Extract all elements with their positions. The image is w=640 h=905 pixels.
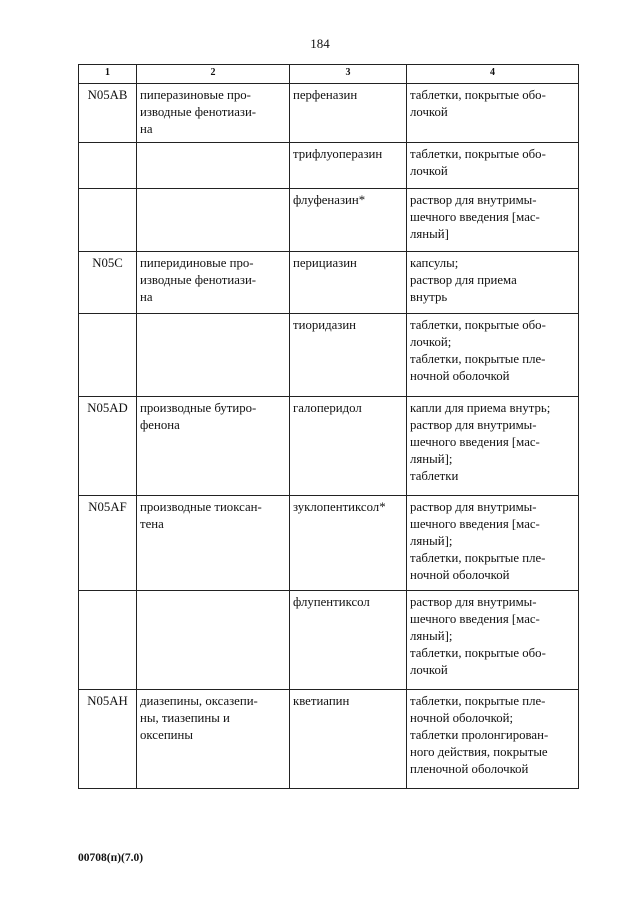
atc-code-cell: N05AH [79, 690, 137, 789]
dosage-form-cell: таблетки, покрытые обо- лочкой [407, 84, 579, 143]
group-name-cell: пиперазиновые про- изводные фенотиази- на [137, 84, 290, 143]
table-row [79, 84, 579, 143]
drug-name-cell: перфеназин [290, 84, 407, 143]
column-header-2: 2 [137, 65, 290, 84]
dosage-form-cell: раствор для внутримы- шечного введения [мас- ляный]; таблетки, покрытые пле- ночной оболочкой [407, 496, 579, 591]
group-name-cell: диазепины, оксазепи- ны, тиазепины и оксепины [137, 690, 290, 789]
group-name-cell: производные тиоксан- тена [137, 496, 290, 591]
column-header-3: 3 [290, 65, 407, 84]
group-name-cell: пиперидиновые про- изводные фенотиази- на [137, 252, 290, 314]
table-row [79, 252, 579, 314]
dosage-form-cell: таблетки, покрытые обо- лочкой [407, 143, 579, 189]
table-body [79, 84, 579, 789]
document-code: 00708(п)(7.0) [78, 852, 144, 864]
table-row [79, 690, 579, 789]
group-name-cell [137, 591, 290, 690]
dosage-form-cell: таблетки, покрытые пле- ночной оболочкой; таблетки пролонгирован- ного действия, покрытые пленочной оболочкой [407, 690, 579, 789]
atc-code-cell [79, 314, 137, 397]
table-row [79, 591, 579, 690]
drug-name-cell: зуклопентиксол* [290, 496, 407, 591]
table-row [79, 189, 579, 252]
drug-name-cell: перициазин [290, 252, 407, 314]
atc-code-cell: N05C [79, 252, 137, 314]
dosage-form-cell: раствор для внутримы- шечного введения [мас- ляный] [407, 189, 579, 252]
atc-code-cell [79, 591, 137, 690]
drug-name-cell: тиоридазин [290, 314, 407, 397]
drug-name-cell: трифлуоперазин [290, 143, 407, 189]
group-name-cell: производные бутиро- фенона [137, 397, 290, 496]
column-header-4: 4 [407, 65, 579, 84]
drug-name-cell: галоперидол [290, 397, 407, 496]
table-row [79, 397, 579, 496]
page-number: 184 [310, 36, 330, 51]
dosage-form-cell: таблетки, покрытые обо- лочкой; таблетки, покрытые пле- ночной оболочкой [407, 314, 579, 397]
drug-name-cell: кветиапин [290, 690, 407, 789]
table-row [79, 496, 579, 591]
dosage-form-cell: капли для приема внутрь; раствор для внутримы- шечного введения [мас- ляный]; таблетки [407, 397, 579, 496]
group-name-cell [137, 189, 290, 252]
atc-code-cell: N05AB [79, 84, 137, 143]
header-row [79, 65, 579, 84]
group-name-cell [137, 143, 290, 189]
column-header-1: 1 [79, 65, 137, 84]
dosage-form-cell: раствор для внутримы- шечного введения [мас- ляный]; таблетки, покрытые обо- лочкой [407, 591, 579, 690]
atc-code-cell [79, 143, 137, 189]
group-name-cell [137, 314, 290, 397]
table-row [79, 143, 579, 189]
drug-name-cell: флупентиксол [290, 591, 407, 690]
atc-code-cell [79, 189, 137, 252]
atc-code-cell: N05AF [79, 496, 137, 591]
drug-table [78, 64, 579, 789]
atc-code-cell: N05AD [79, 397, 137, 496]
table-row [79, 314, 579, 397]
dosage-form-cell: капсулы; раствор для приема внутрь [407, 252, 579, 314]
drug-name-cell: флуфеназин* [290, 189, 407, 252]
